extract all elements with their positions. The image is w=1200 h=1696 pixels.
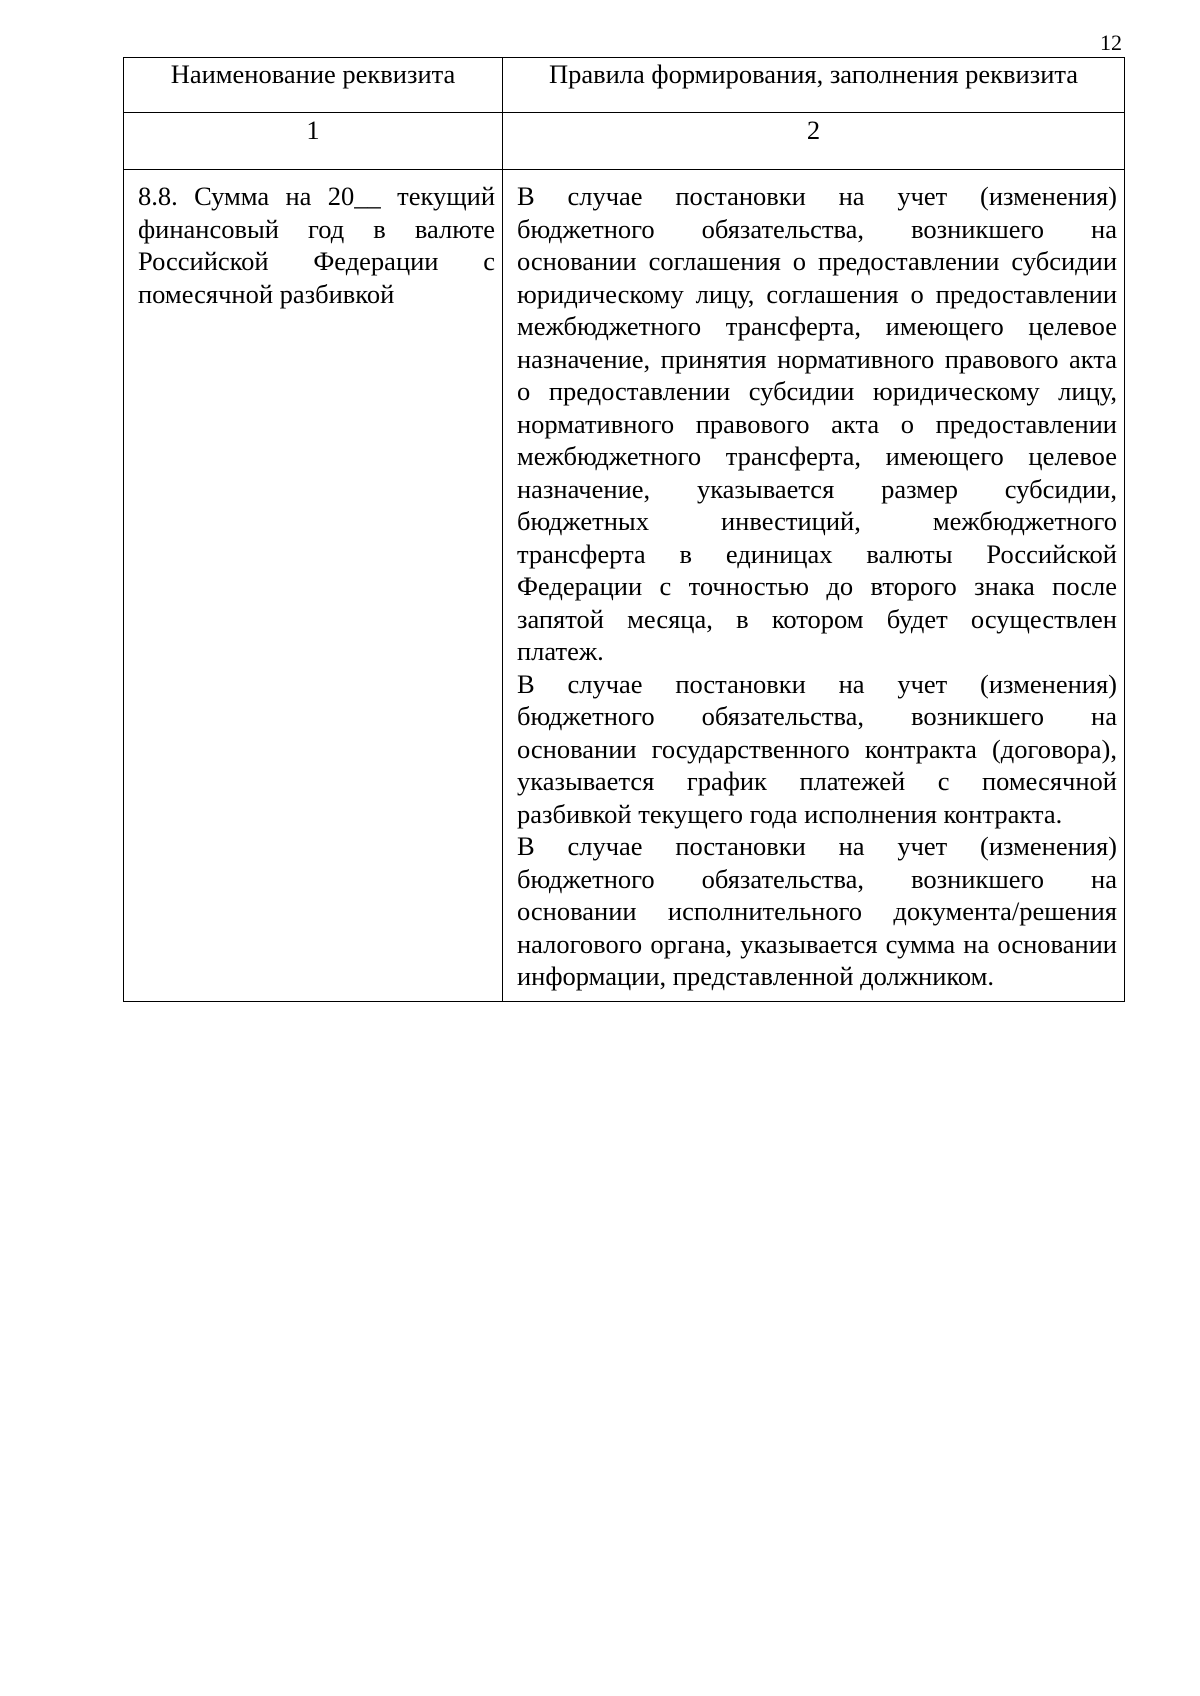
table-row [124,170,1125,1002]
table-header-row [124,58,1125,113]
column-number-1: 1 [124,113,503,170]
column-header-name: Наименование реквизита [124,58,503,113]
rule-paragraph-2: В случае постановки на учет (изменения) бюджетного обязательства, возникшего на основании государственного контракта (договора), указывается график платежей с помесячной разбивкой текущего года исполнения контракта. [517,668,1117,829]
requisite-name: 8.8. Сумма на 20__ текущий финансовый год в валюте Российской Федерации с помесячной разбивкой [138,181,495,309]
column-number-2: 2 [503,113,1125,170]
rule-paragraph-3: В случае постановки на учет (изменения) бюджетного обязательства, возникшего на основании исполнительного документа/решения налогового органа, указывается сумма на основании информации, представленной должником. [517,831,1117,991]
requisite-name-cell [124,170,503,1002]
requisites-table [123,57,1125,1002]
column-header-rules: Правила формирования, заполнения реквизита [503,58,1125,113]
page-number: 12 [1100,30,1122,55]
requisite-rules-cell [503,170,1125,1002]
rule-paragraph-1: В случае постановки на учет (изменения) бюджетного обязательства, возникшего на основании соглашения о предоставлении субсидии юридическому лицу, соглашения о предоставлении межбюджетного трансферта, имеющего целевое назначение, принятия нормативного правового акта о предоставлении субсидии юридическому лицу, нормативного правового акта о предоставлении межбюджетного трансферта, имеющего целевое назначение, указывается размер субсидии, бюджетных инвестиций, межбюджетного трансферта в единицах валюты Российской Федерации с точностью до второго знака после запятой месяца, в котором будет осуществлен платеж. [517,181,1117,666]
column-number-row [124,113,1125,170]
